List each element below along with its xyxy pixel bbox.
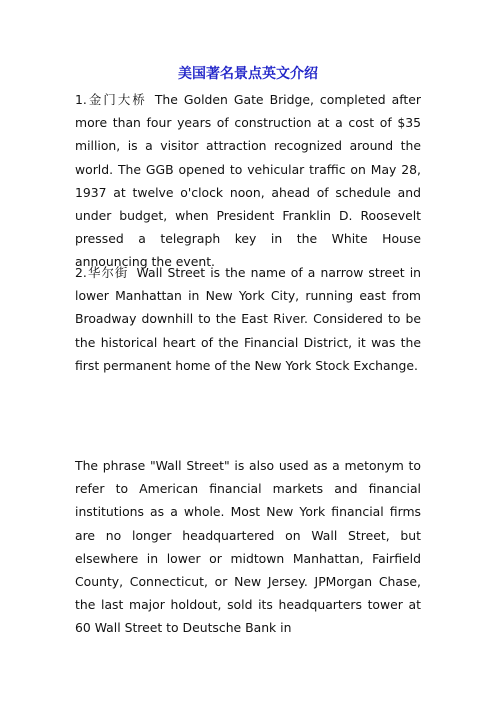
paragraph-text: The phrase "Wall Street" is also used as a metonym to refer to American financial markets and financial institutions as a whole. Most New York financial firms are no longer headquartered on Wall Street, but elsewhere in lower or midtown Manhattan, Fairfield County, Connecticut, or New Jersey. JPMorgan Chase, the last major holdout, sold its headquarters tower at 60 Wall Street to Deutsche Bank in [75,458,421,636]
section-heading-golden-gate-bridge: 1.金门大桥 [75,92,147,107]
paragraph-wall-street [75,261,421,377]
section-heading-wall-street: 2.华尔街 [75,265,129,280]
document-title: 美国著名景点英文介绍 [178,66,318,82]
paragraph-text: The Golden Gate Bridge, completed after more than four years of construction at a cost of $35 million, is a visitor attraction recognized around the world. The GGB opened to vehicular traffic on May 28, 1937 at twelve o'clock noon, ahead of schedule and under budget, when President Franklin D. Roosevelt pressed a telegraph key in the White House announcing the event. [75,92,421,270]
paragraph-golden-gate-bridge [75,88,421,274]
paragraph-wall-street-metonym [75,454,421,640]
paragraph-text: Wall Street is the name of a narrow street in lower Manhattan in New York City, running east from Broadway downhill to the East River. Considered to be the historical heart of the Financial District, it was the first permanent home of the New York Stock Exchange. [75,265,421,373]
